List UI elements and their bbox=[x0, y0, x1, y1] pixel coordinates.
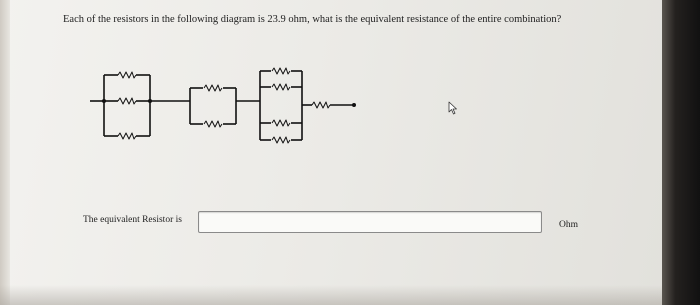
screen-left-edge bbox=[0, 0, 10, 305]
unit-label: Ohm bbox=[559, 220, 578, 230]
answer-label: The equivalent Resistor is bbox=[83, 215, 182, 225]
mouse-pointer-icon bbox=[448, 101, 458, 115]
resistor-network-diagram bbox=[90, 60, 370, 150]
monitor-bezel bbox=[662, 0, 700, 305]
equivalent-resistance-input[interactable] bbox=[198, 211, 542, 233]
question-text: Each of the resistors in the following diagram is 23.9 ohm, what is the equivalent resistance of the entire combination? bbox=[63, 14, 562, 25]
screen-bottom-shadow bbox=[0, 285, 662, 305]
